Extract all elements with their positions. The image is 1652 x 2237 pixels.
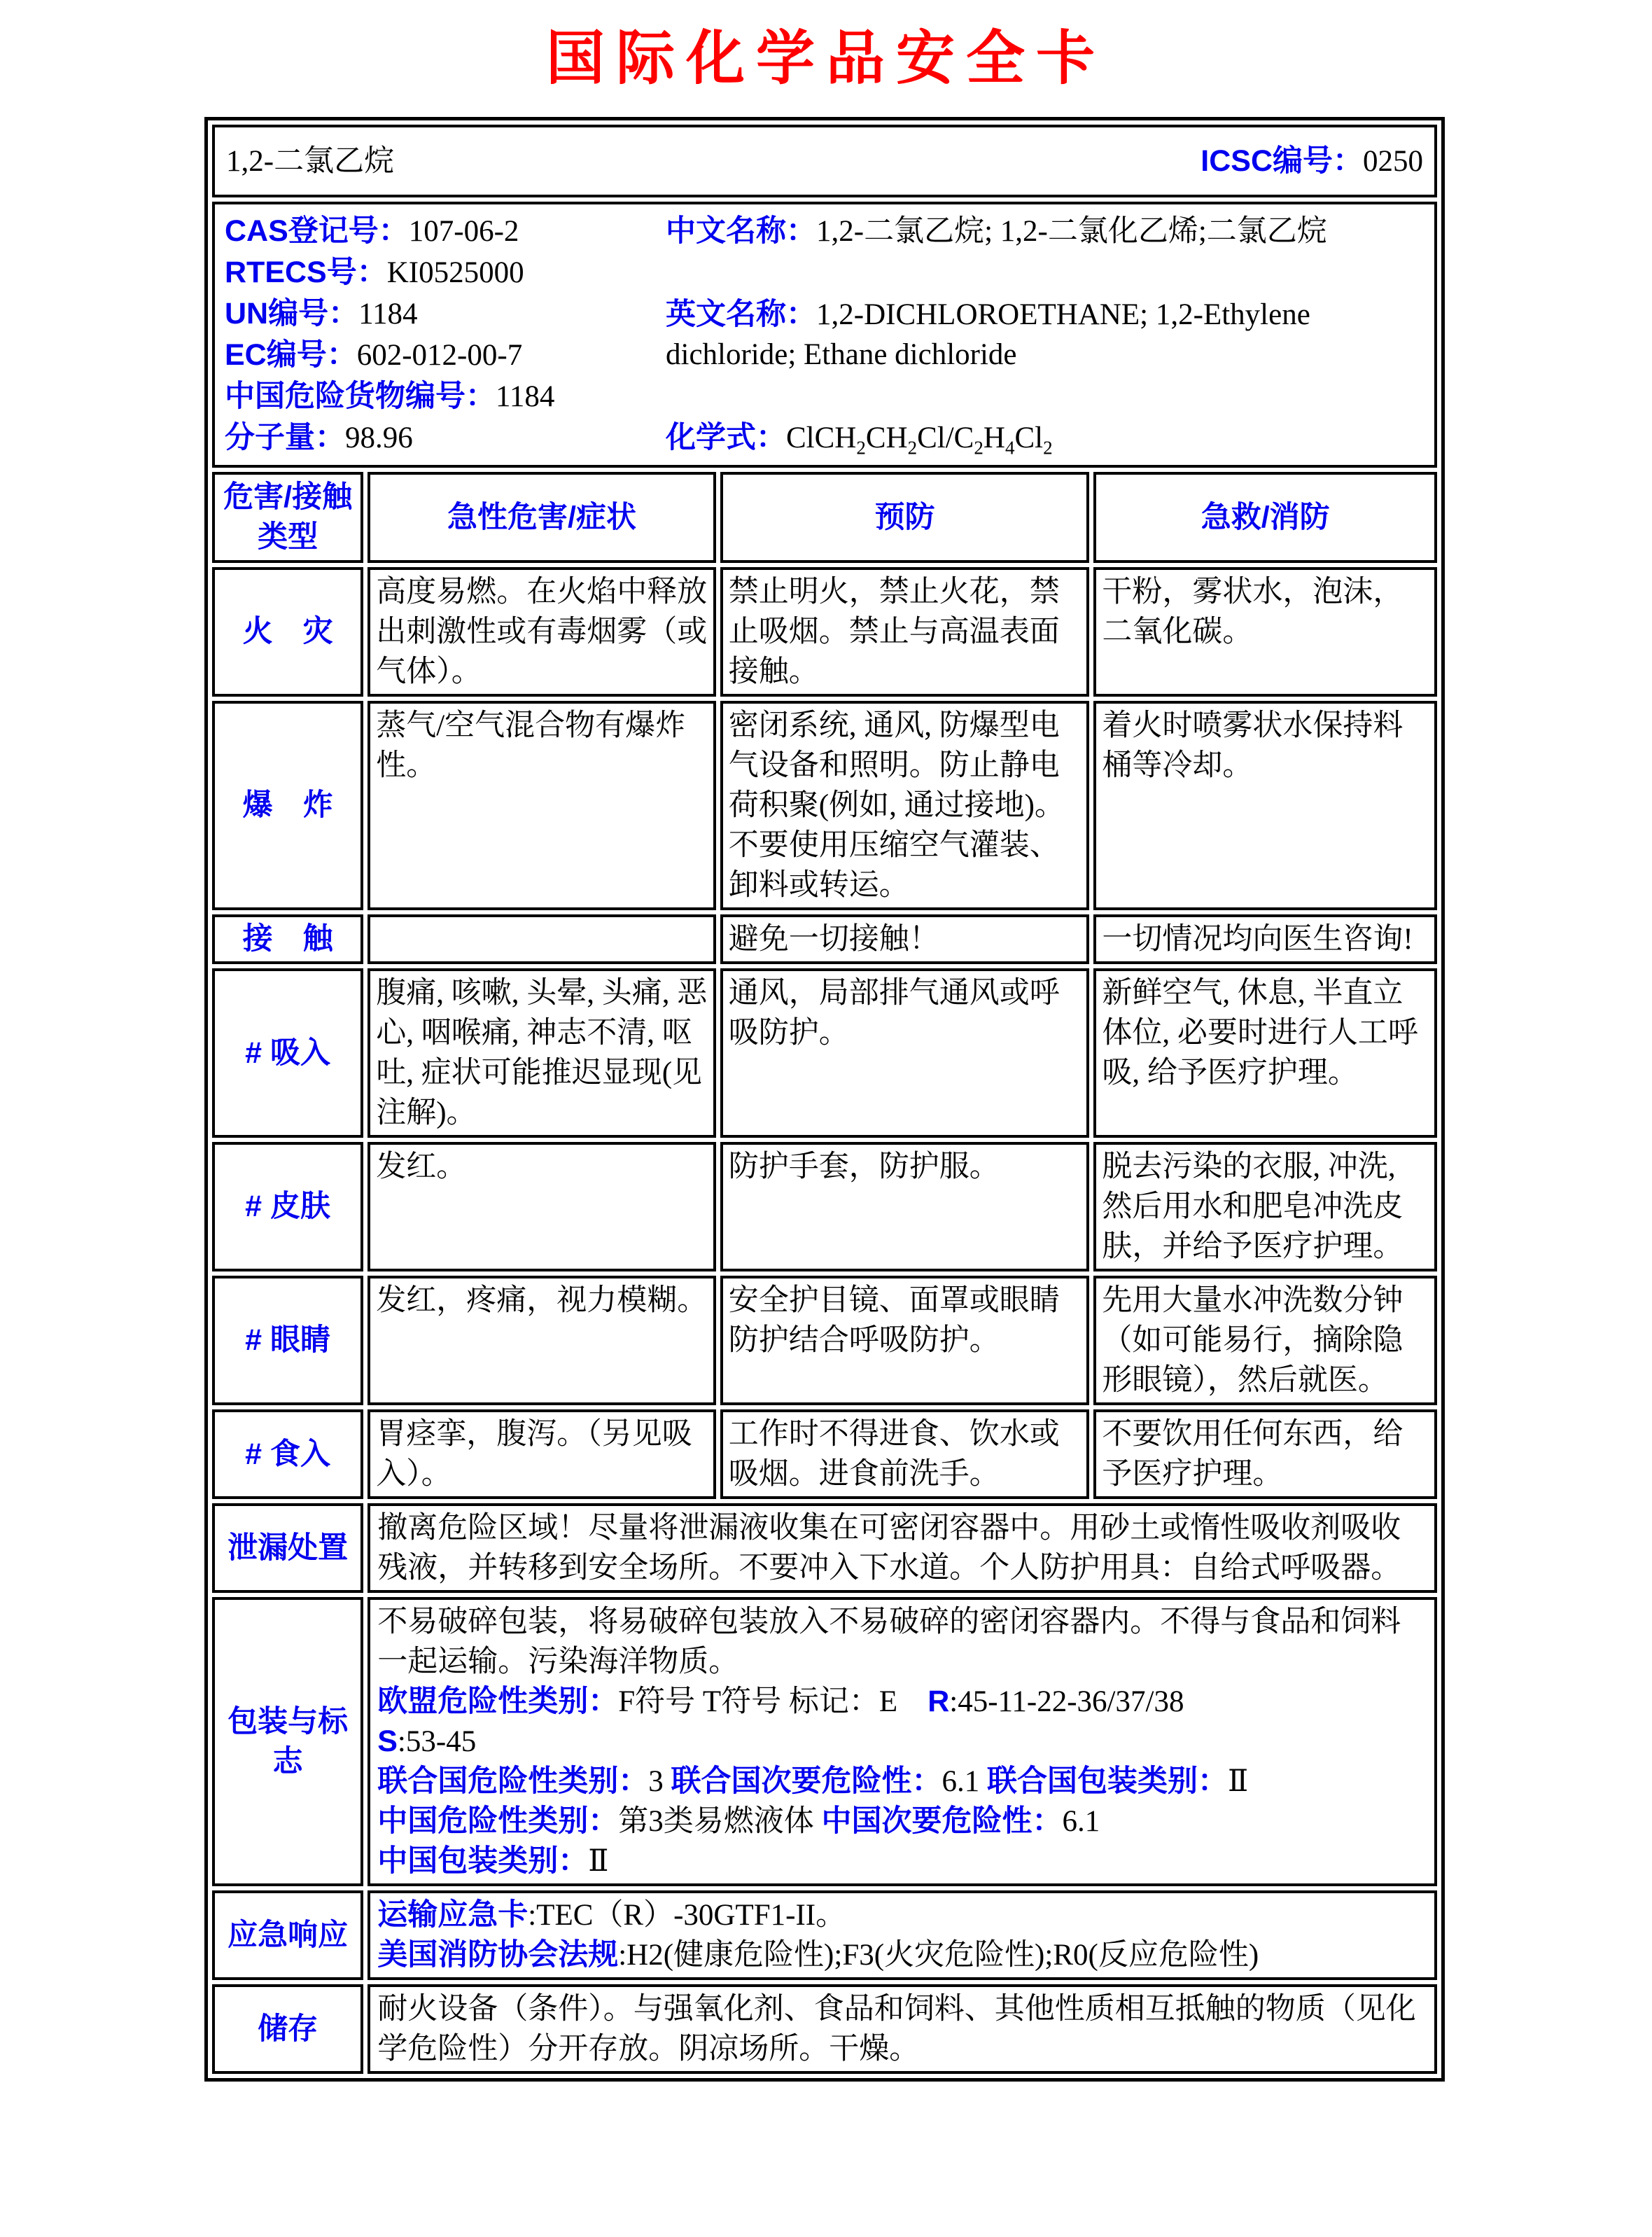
english-name: 英文名称：1,2-DICHLOROETHANE; 1,2-Ethylene dichloride; Ethane dichloride xyxy=(666,298,1310,371)
header-acute-symptoms: 急性危害/症状 xyxy=(368,472,716,563)
exposure-firstaid: 一切情况均向医生咨询! xyxy=(1093,914,1437,964)
hazard-type-eyes: # 眼睛 xyxy=(212,1276,363,1405)
icsc-document-page xyxy=(0,11,1652,2237)
safety-card-table xyxy=(204,117,1445,2082)
hazard-type-exposure: 接 触 xyxy=(212,914,363,964)
eyes-firstaid: 先用大量水冲洗数分钟（如可能易行，摘除隐形眼镜），然后就医。 xyxy=(1093,1276,1437,1405)
hazard-row-ingestion xyxy=(212,1409,1437,1499)
emergency-content xyxy=(368,1890,1437,1980)
hazard-type-fire: 火 灾 xyxy=(212,567,363,697)
cas-number: CAS登记号：107-06-2 xyxy=(225,214,519,248)
spillage-content: 撤离危险区域！尽量将泄漏液收集在可密闭容器中。用砂土或惰性吸收剂吸收残液，并转移到安全场所。不要冲入下水道。个人防护用具：自给式呼吸器。 xyxy=(368,1503,1437,1593)
un-number: UN编号：1184 xyxy=(225,297,418,330)
chinese-name: 中文名称：1,2-二氯乙烷; 1,2-二氯化乙烯;二氯乙烷 xyxy=(666,214,1327,248)
explosion-symptom: 蒸气/空气混合物有爆炸性。 xyxy=(368,701,716,910)
inhalation-firstaid: 新鲜空气, 休息, 半直立体位, 必要时进行人工呼吸, 给予医疗护理。 xyxy=(1093,968,1437,1138)
molecular-weight: 分子量：98.96 xyxy=(225,421,413,454)
section-label-spillage: 泄漏处置 xyxy=(212,1503,363,1593)
chemical-formula: 化学式：$ClCH_2CH_2Cl/C_2H_4Cl_2$ xyxy=(666,421,1053,459)
hazard-type-explosion: 爆 炸 xyxy=(212,701,363,910)
header-hazard-type: 危害/接触类型 xyxy=(212,472,363,563)
eyes-prevention: 安全护目镜、面罩或眼睛防护结合呼吸防护。 xyxy=(720,1276,1090,1405)
page-title: 国际化学品安全卡 xyxy=(545,25,1106,91)
fire-prevention: 禁止明火，禁止火花，禁止吸烟。禁止与高温表面接触。 xyxy=(720,567,1090,697)
ingestion-symptom: 胃痉挛，腹泻。（另见吸入）。 xyxy=(368,1409,716,1499)
skin-firstaid: 脱去污染的衣服, 冲洗, 然后用水和肥皂冲洗皮肤，并给予医疗护理。 xyxy=(1093,1142,1437,1271)
ingestion-firstaid: 不要饮用任何东西，给予医疗护理。 xyxy=(1093,1409,1437,1499)
hazard-row-exposure xyxy=(212,914,1437,964)
inhalation-symptom: 腹痛, 咳嗽, 头晕, 头痛, 恶心, 咽喉痛, 神志不清, 呕吐, 症状可能推迟显现(见注解)。 xyxy=(368,968,716,1138)
exposure-prevention: 避免一切接触！ xyxy=(720,914,1090,964)
section-row-packaging xyxy=(212,1597,1437,1886)
ingestion-prevention: 工作时不得进食、饮水或吸烟。进食前洗手。 xyxy=(720,1409,1090,1499)
header-firstaid-firefighting: 急救/消防 xyxy=(1093,472,1437,563)
hazard-type-inhalation: # 吸入 xyxy=(212,968,363,1138)
section-label-emergency: 应急响应 xyxy=(212,1890,363,1980)
hazard-table-header-row xyxy=(212,472,1437,563)
hazard-row-explosion xyxy=(212,701,1437,910)
header-prevention: 预防 xyxy=(720,472,1090,563)
identification-cell xyxy=(212,202,1437,468)
section-row-spillage xyxy=(212,1503,1437,1593)
section-row-storage xyxy=(212,1984,1437,2074)
emergency-transport-card: 运输应急卡:TEC（R）-30GTF1-II。 xyxy=(377,1898,846,1932)
hazard-row-skin xyxy=(212,1142,1437,1271)
ec-number: EC编号：602-012-00-7 xyxy=(225,338,523,372)
china-dangerous-goods-number: 中国危险货物编号：1184 xyxy=(225,379,555,413)
hazard-type-skin: # 皮肤 xyxy=(212,1142,363,1271)
hazard-row-fire xyxy=(212,567,1437,697)
eyes-symptom: 发红，疼痛，视力模糊。 xyxy=(368,1276,716,1405)
packaging-content xyxy=(368,1597,1437,1886)
explosion-firstaid: 着火时喷雾状水保持料桶等冷却。 xyxy=(1093,701,1437,910)
icsc-number xyxy=(1200,141,1423,181)
storage-content: 耐火设备（条件）。与强氧化剂、食品和饲料、其他性质相互抵触的物质（见化学危险性）分开存放。阴凉场所。干燥。 xyxy=(368,1984,1437,2074)
chemical-formula-value: $ClCH_2CH_2Cl/C_2H_4Cl_2$ xyxy=(786,421,1053,459)
packaging-china-packing-group: 中国包装类别：Ⅱ xyxy=(377,1844,609,1878)
section-row-emergency xyxy=(212,1890,1437,1980)
packaging-s-phrases: S:53-45 xyxy=(377,1724,477,1758)
identification-row xyxy=(212,202,1437,468)
rtecs-number: RTECS号：KI0525000 xyxy=(225,256,524,289)
hazard-type-ingestion: # 食入 xyxy=(212,1409,363,1499)
packaging-intro: 不易破碎包装，将易破碎包装放入不易破碎的密闭容器内。不得与食品和饲料一起运输。污染海洋物质。 xyxy=(377,1605,1401,1678)
emergency-nfpa-code: 美国消防协会法规:H2(健康危险性);F3(火灾危险性);R0(反应危险性) xyxy=(377,1938,1259,1972)
inhalation-prevention: 通风，局部排气通风或呼吸防护。 xyxy=(720,968,1090,1138)
icsc-number-label: ICSC编号： xyxy=(1200,144,1363,178)
substance-name: 1,2-二氯乙烷 xyxy=(226,144,395,178)
exposure-symptom xyxy=(368,914,716,964)
identification-names xyxy=(666,211,1424,458)
explosion-prevention: 密闭系统, 通风, 防爆型电气设备和照明。防止静电荷积聚(例如, 通过接地)。不要使用压缩空气灌装、卸料或转运。 xyxy=(720,701,1090,910)
fire-firstaid: 干粉，雾状水，泡沫，二氧化碳。 xyxy=(1093,567,1437,697)
hazard-row-eyes xyxy=(212,1276,1437,1405)
identification-registry-numbers xyxy=(225,211,666,458)
section-label-packaging: 包装与标志 xyxy=(212,1597,363,1886)
skin-symptom: 发红。 xyxy=(368,1142,716,1271)
packaging-un-classification: 联合国危险性类别：3 联合国次要危险性：6.1 联合国包装类别：Ⅱ xyxy=(377,1764,1249,1798)
section-label-storage: 储存 xyxy=(212,1984,363,2074)
card-header-cell xyxy=(212,125,1437,197)
packaging-china-classification: 中国危险性类别：第3类易燃液体 中国次要危险性：6.1 xyxy=(377,1804,1100,1838)
skin-prevention: 防护手套，防护服。 xyxy=(720,1142,1090,1271)
icsc-number-value: 0250 xyxy=(1363,144,1423,178)
packaging-eu-classification: 欧盟危险性类别：F符号 T符号 标记：E R:45-11-22-36/37/38 xyxy=(377,1685,1184,1718)
fire-symptom: 高度易燃。在火焰中释放出刺激性或有毒烟雾（或气体）。 xyxy=(368,567,716,697)
hazard-row-inhalation xyxy=(212,968,1437,1138)
card-header-row xyxy=(212,125,1437,197)
